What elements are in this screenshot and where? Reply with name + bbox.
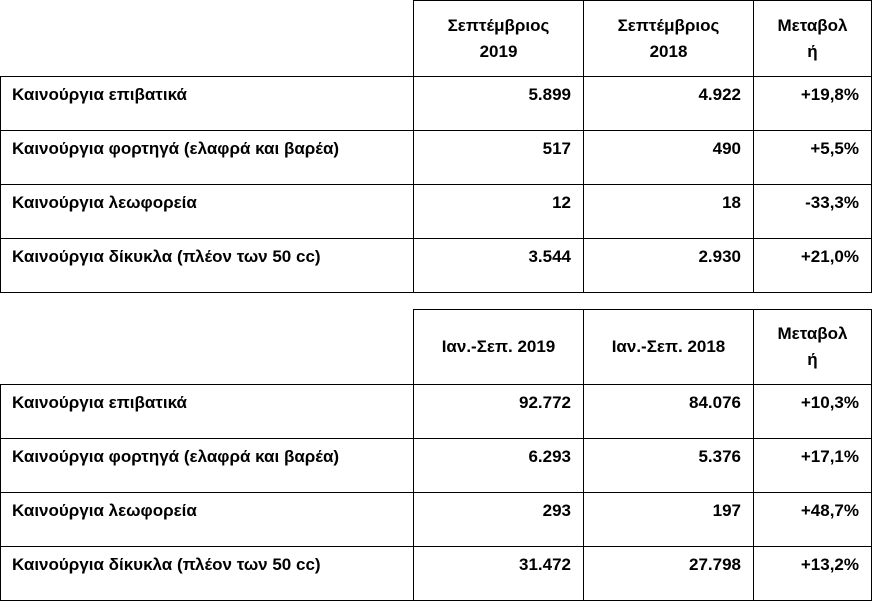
table-header-row [1, 1, 872, 77]
header-line: 2019 [479, 41, 518, 61]
header-line: Ιαν.-Σεπ. 2019 [441, 337, 556, 356]
value-2018: 27.798 [584, 547, 754, 601]
header-sep-2018 [584, 1, 754, 77]
change-value: +5,5% [754, 131, 872, 185]
value-2019: 3.544 [414, 239, 584, 293]
header-line: Ιαν.-Σεπ. 2018 [611, 337, 726, 356]
value-2018: 5.376 [584, 439, 754, 493]
row-label: Καινούργια δίκυκλα (πλέον των 50 cc) [1, 239, 414, 293]
change-value: -33,3% [754, 185, 872, 239]
table-row [1, 77, 872, 131]
table-row [1, 239, 872, 293]
change-value: +17,1% [754, 439, 872, 493]
header-jan-sep-2018 [584, 310, 754, 385]
september-registrations-table [0, 0, 872, 293]
header-jan-sep-2019 [414, 310, 584, 385]
table-row [1, 185, 872, 239]
row-label: Καινούργια φορτηγά (ελαφρά και βαρέα) [1, 439, 414, 493]
change-value: +19,8% [754, 77, 872, 131]
row-label: Καινούργια δίκυκλα (πλέον των 50 cc) [1, 547, 414, 601]
row-label: Καινούργια επιβατικά [1, 385, 414, 439]
value-2018: 490 [584, 131, 754, 185]
value-2019: 31.472 [414, 547, 584, 601]
value-2019: 12 [414, 185, 584, 239]
value-2018: 2.930 [584, 239, 754, 293]
change-value: +13,2% [754, 547, 872, 601]
change-value: +21,0% [754, 239, 872, 293]
header-blank-cell [1, 1, 414, 77]
row-label: Καινούργια λεωφορεία [1, 185, 414, 239]
row-label: Καινούργια φορτηγά (ελαφρά και βαρέα) [1, 131, 414, 185]
header-sep-2019 [414, 1, 584, 77]
header-line: Σεπτέμβριος [447, 15, 550, 35]
value-2019: 517 [414, 131, 584, 185]
value-2018: 84.076 [584, 385, 754, 439]
table-row [1, 547, 872, 601]
value-2019: 5.899 [414, 77, 584, 131]
jan-sep-registrations-table [0, 309, 872, 601]
value-2019: 92.772 [414, 385, 584, 439]
change-value: +10,3% [754, 385, 872, 439]
header-change [754, 310, 872, 385]
row-label: Καινούργια επιβατικά [1, 77, 414, 131]
change-value: +48,7% [754, 493, 872, 547]
value-2018: 18 [584, 185, 754, 239]
header-line: Μεταβολ [777, 15, 848, 35]
row-label: Καινούργια λεωφορεία [1, 493, 414, 547]
value-2018: 4.922 [584, 77, 754, 131]
table-row [1, 385, 872, 439]
header-line: Σεπτέμβριος [617, 15, 720, 35]
header-change [754, 1, 872, 77]
table-header-row [1, 310, 872, 385]
table-row [1, 493, 872, 547]
table-row [1, 439, 872, 493]
table-row [1, 131, 872, 185]
value-2019: 293 [414, 493, 584, 547]
value-2018: 197 [584, 493, 754, 547]
header-line: Μεταβολ [777, 324, 848, 343]
header-blank-cell [1, 310, 414, 385]
value-2019: 6.293 [414, 439, 584, 493]
header-line: ή [807, 350, 818, 369]
header-line: ή [807, 41, 818, 61]
header-line: 2018 [649, 41, 688, 61]
